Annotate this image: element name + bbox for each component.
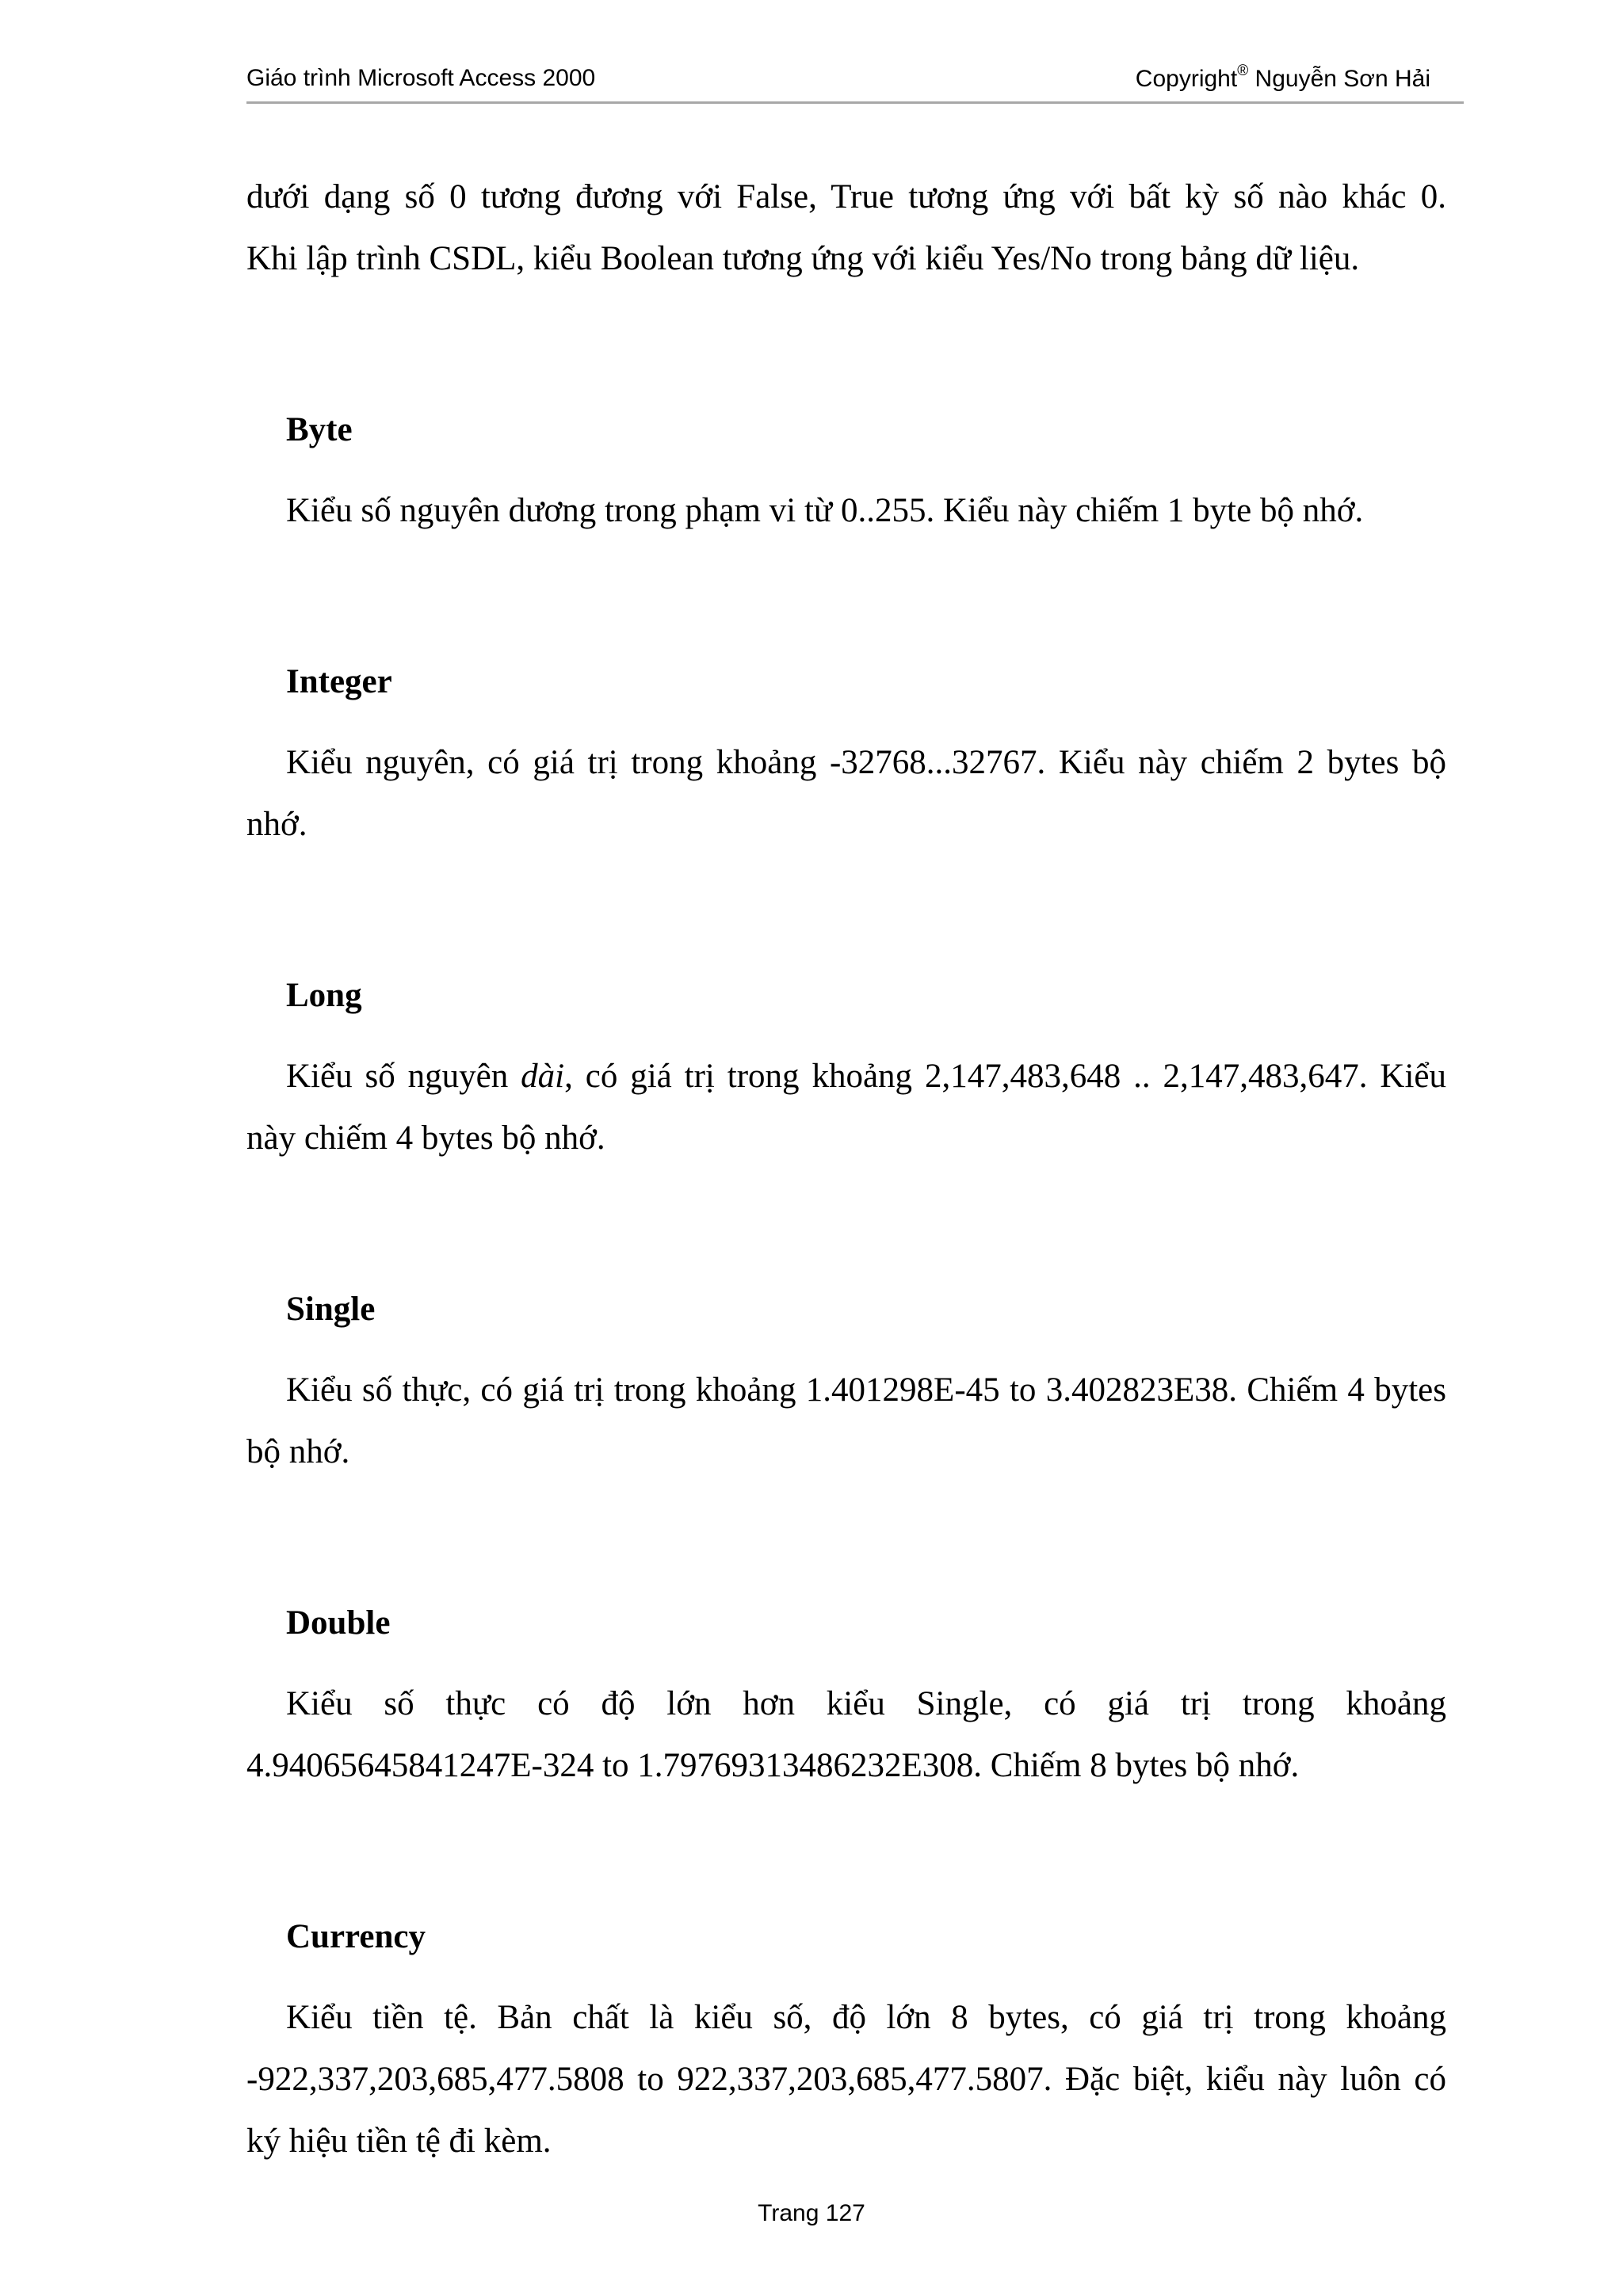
page-body	[246, 166, 1446, 2172]
section-title-integer: Integer	[286, 663, 392, 700]
section-title-byte: Byte	[286, 411, 353, 448]
header-author: Nguyễn Sơn Hải	[1248, 66, 1430, 92]
registered-symbol: ®	[1237, 63, 1249, 79]
section-text-currency: Kiểu tiền tệ. Bản chất là kiểu số, độ lớn 8 bytes, có giá trị trong khoảng -922,337,203,685,477.5808 to 922,337,203,685,477.5807. Đặc biệt, kiểu này luôn có ký hiệu tiền tệ đi kèm.	[246, 1999, 1446, 2160]
section-text-single: Kiểu số thực, có giá trị trong khoảng 1.401298E-45 to 3.402823E38. Chiếm 4 bytes bộ nhớ.	[246, 1371, 1446, 1470]
section-text-byte: Kiểu số nguyên dương trong phạm vi từ 0..255. Kiểu này chiếm 1 byte bộ nhớ.	[286, 492, 1364, 529]
intro-line-2: Khi lập trình CSDL, kiểu Boolean tương ứng với kiểu Yes/No trong bảng dữ liệu.	[246, 240, 1360, 277]
long-text-end: , có giá trị trong khoảng 2,147,483,648 .. 2,147,483,647. Kiểu này chiếm 4 bytes bộ nhớ.	[246, 1058, 1446, 1157]
section-title-double: Double	[286, 1604, 391, 1642]
page-header	[246, 63, 1464, 104]
section-text-long	[246, 1046, 1446, 1169]
section-title-currency: Currency	[286, 1918, 426, 1955]
intro-line-1: dưới dạng số 0 tương đương với False, True tương ứng với bất kỳ số nào khác 0.	[246, 178, 1446, 215]
section-title-single: Single	[286, 1291, 376, 1328]
long-text-start: Kiểu số nguyên	[286, 1058, 521, 1095]
section-text-integer: Kiểu nguyên, có giá trị trong khoảng -32768...32767. Kiểu này chiếm 2 bytes bộ nhớ.	[246, 744, 1446, 843]
header-copyright-label: Copyright	[1135, 66, 1238, 92]
section-title-long: Long	[286, 977, 362, 1014]
page-number: Trang 127	[758, 2200, 865, 2226]
section-text-double: Kiểu số thực có độ lớn hơn kiểu Single, có giá trị trong khoảng 4.94065645841247E-324 to 1.79769313486232E308. Chiếm 8 bytes bộ nhớ.	[246, 1685, 1446, 1784]
header-book-title: Giáo trình Microsoft Access 2000	[246, 65, 596, 91]
header-copyright	[1136, 65, 1430, 93]
long-text-italic: dài	[521, 1058, 565, 1095]
